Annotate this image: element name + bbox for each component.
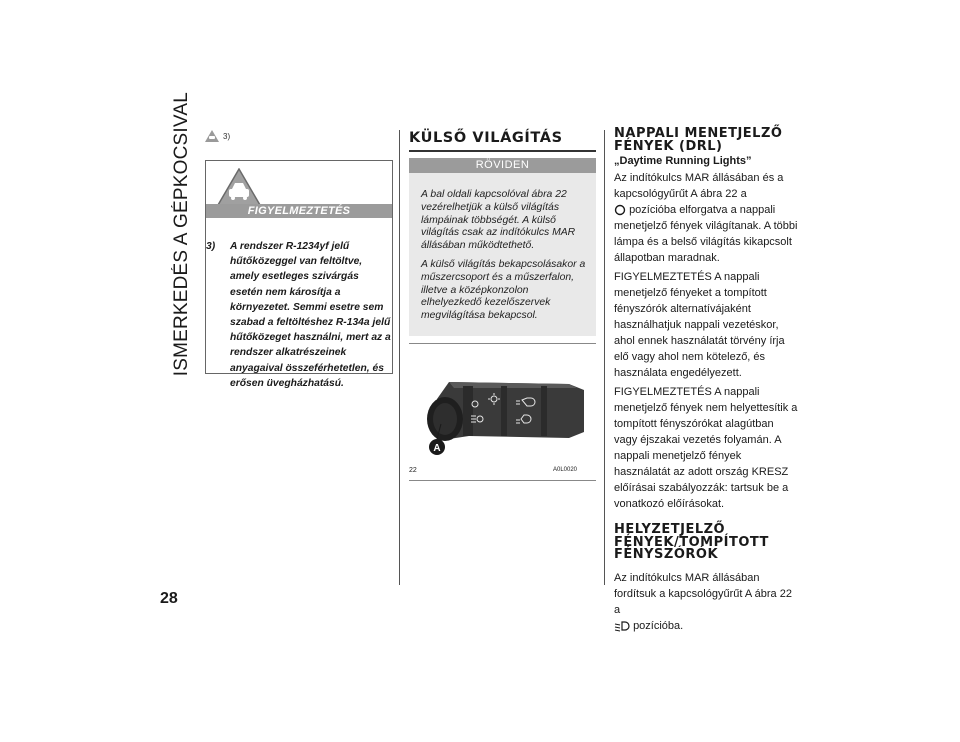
chapter-title: ISMERKEDÉS A GÉPKOCSIVAL <box>171 91 192 376</box>
warning-label: FIGYELMEZTETÉS <box>206 204 392 218</box>
warning-text: 3) A rendszer R-1234yf jelű hűtőközeggel van feltöltve, amely esetleges szivárgás esetén nem károsítja a környezetet. Semmi esetre sem szabad a feltöltéshez R-134a jelű hűtőközeget használni, mert az a rendszer alkatrészeinek anyagaival összeférhetetlen, és erősen üvegházhatású. <box>206 241 391 389</box>
page-number: 28 <box>160 590 178 607</box>
column-divider <box>399 130 400 585</box>
warning-box <box>205 160 393 389</box>
warning-triangle-icon <box>205 130 219 142</box>
figure-code: A0L0020 <box>553 467 578 473</box>
summary-text: A bal oldali kapcsolóval ábra 22 vezérelhetjük a külső világítás lámpáinak többségét. A külső világítás csak az indítókulcs MAR állásában működtethető. A külső világítás bekapcsolásakor a műszercsoport és a műszerfalon, illetve a középkonzolon elhelyezkedő kezelőszervek megvilágítása bekapcsol. <box>421 189 586 322</box>
warning-reference: 3) <box>205 130 391 142</box>
drl-subtitle: „Daytime Running Lights” <box>614 155 752 167</box>
position-lights-paragraph: Az indítókulcs MAR állásában fordítsuk a kapcsológyűrűt A ábra 22 a pozícióba. <box>614 571 792 632</box>
drl-paragraph-1: Az indítókulcs MAR állásában és a kapcsológyűrűt A ábra 22 a pozícióba elforgatva a nappali menetjelző fények világítanak. A többi lámpa és a belső világítás kikapcsolt állapotban maradnak. <box>614 172 798 264</box>
column-divider <box>604 130 605 585</box>
warning-car-icon <box>217 168 261 206</box>
light-switch-illustration <box>409 344 596 480</box>
section-header <box>409 130 596 152</box>
title-underline <box>409 150 596 152</box>
section-title: KÜLSŐ VILÁGÍTÁS <box>409 130 563 146</box>
drl-title: NAPPALI MENETJELZŐ FÉNYEK (DRL) <box>614 126 783 154</box>
drl-paragraph-2: FIGYELMEZTETÉS A nappali menetjelző fényeket a tompított fényszórók alternatívájaként használhatjuk nappali vezetéskor, ahol ennek használatát törvény írja elő vagy ahol nem kötelező, és használata engedélyezett. <box>614 271 785 379</box>
position-ring-icon <box>614 204 626 216</box>
summary-box <box>409 158 596 336</box>
figure-22 <box>409 343 596 481</box>
drl-paragraph-3: FIGYELMEZTETÉS A nappali menetjelző fények nem helyettesítik a tompított fényszórókat alagútban vagy éjszakai vezetés folyamán. A nappali menetjelző fények használatát az adott ország KRESZ előírásai szabályozzák: tartsuk be a vonatkozó előírásokat. <box>614 386 798 510</box>
summary-label: RÖVIDEN <box>409 158 596 173</box>
figure-number: 22 <box>409 467 417 474</box>
position-lights-title: HELYZETJELZŐ FÉNYEK/TOMPÍTOTT FÉNYSZÓRÓK <box>614 522 769 562</box>
callout-a: A <box>433 443 441 454</box>
low-beam-icon <box>614 620 630 632</box>
warning-column <box>205 130 391 142</box>
drl-section <box>614 128 798 637</box>
